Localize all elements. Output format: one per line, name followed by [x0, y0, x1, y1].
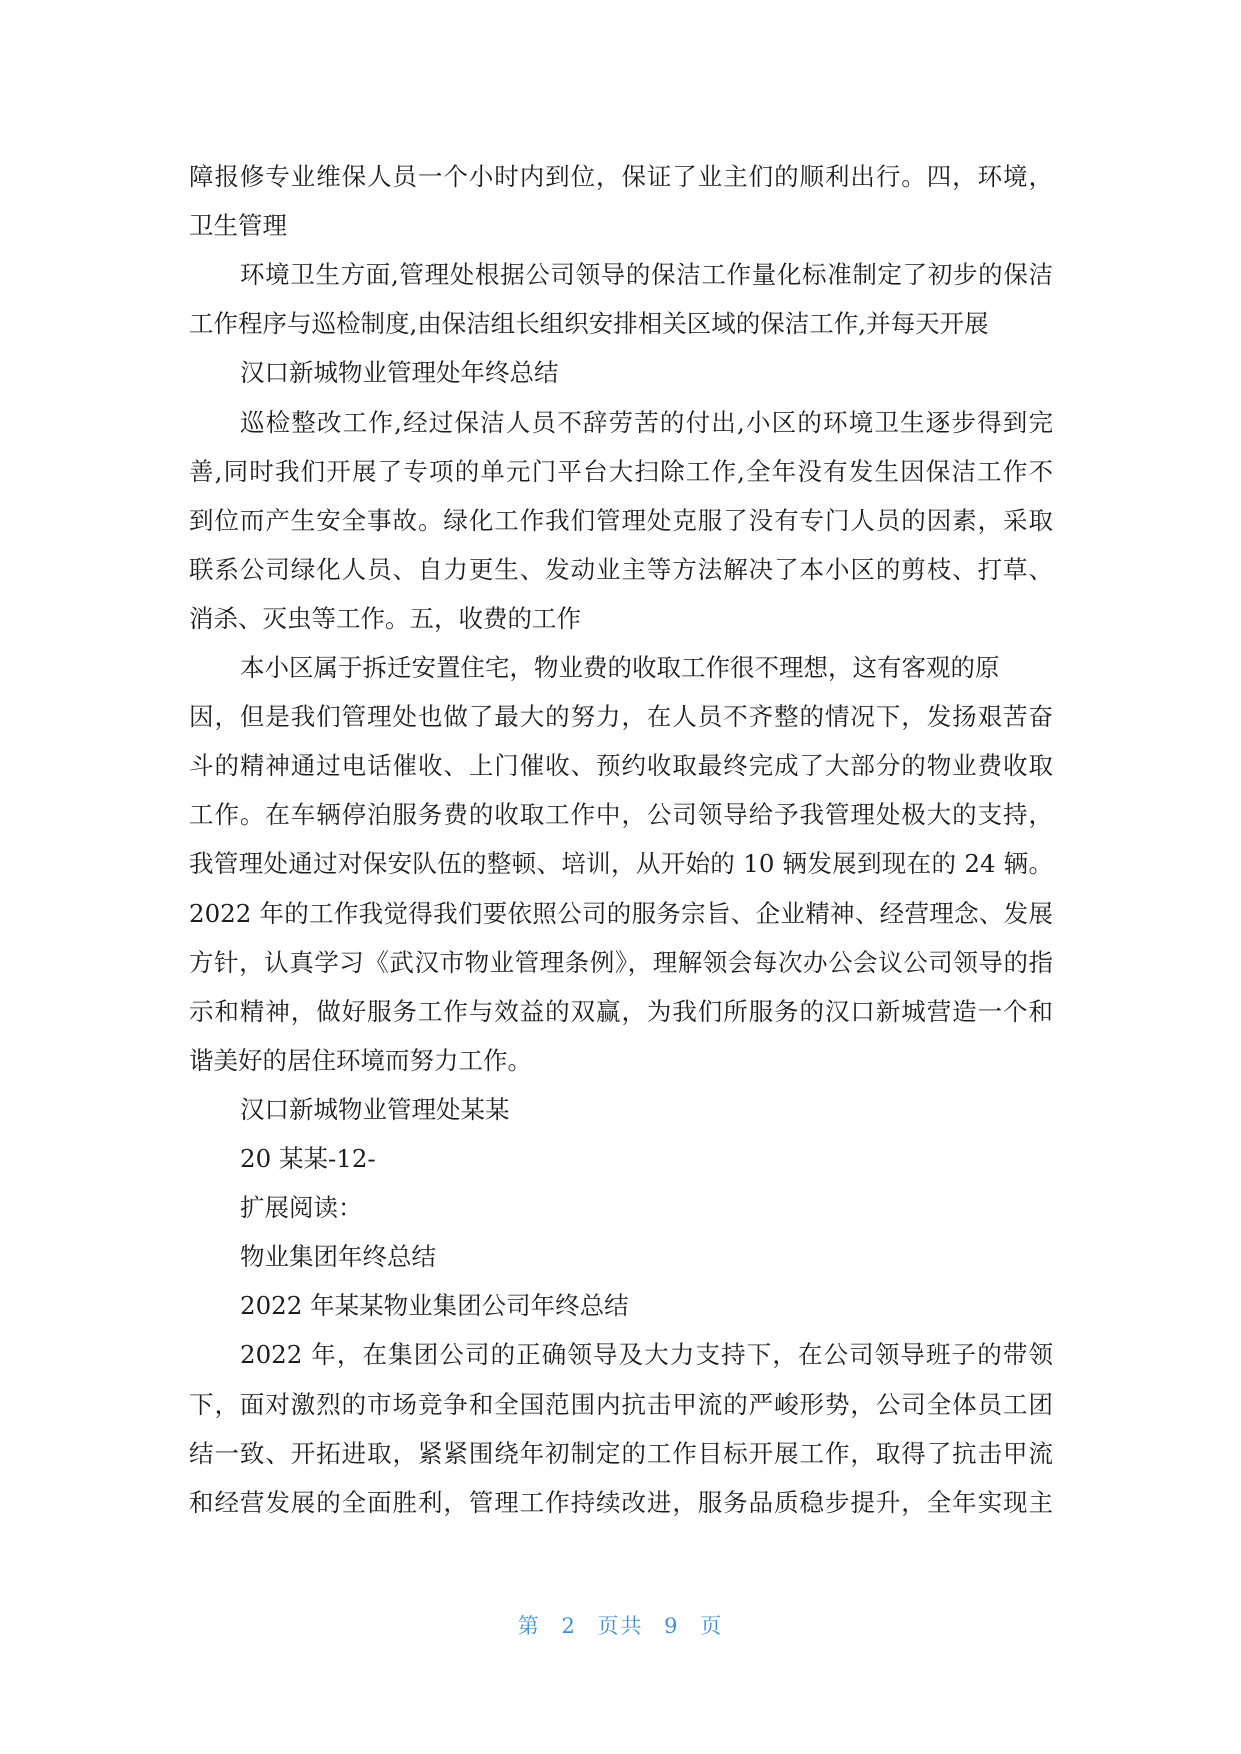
paragraph-start-line: 本小区属于拆迁安置住宅，物业费的收取工作很不理想，这有客观的原	[240, 653, 1000, 682]
body-text-line: 结一致、开拓进取，紧紧围绕年初制定的工作目标开展工作，取得了抗击甲流	[189, 1439, 1053, 1468]
body-text-line: 联系公司绿化人员、自力更生、发动业主等方法解决了本小区的剪枝、打草、	[189, 555, 1053, 584]
body-text-line: 我管理处通过对保安队伍的整顿、培训，从开始的 10 辆发展到现在的 24 辆。	[189, 849, 1053, 878]
extended-reading-label: 扩展阅读：	[240, 1193, 363, 1222]
body-text-line: 示和精神，做好服务工作与效益的双赢，为我们所服务的汉口新城营造一个和	[189, 997, 1053, 1026]
body-text-line: 斗的精神通过电话催收、上门催收、预约收取最终完成了大部分的物业费收取	[189, 751, 1053, 780]
body-text-line: 卫生管理	[189, 211, 287, 240]
paragraph-start-line: 2022 年，在集团公司的正确领导及大力支持下，在公司领导班子的带领	[240, 1340, 1053, 1369]
body-text-line: 和经营发展的全面胜利，管理工作持续改进，服务品质稳步提升，全年实现主	[189, 1488, 1053, 1517]
signature-line: 汉口新城物业管理处某某	[240, 1095, 510, 1124]
section-heading: 物业集团年终总结	[240, 1242, 436, 1271]
paragraph-start-line: 环境卫生方面,管理处根据公司领导的保洁工作量化标准制定了初步的保洁	[240, 260, 1053, 289]
section-heading: 汉口新城物业管理处年终总结	[240, 358, 559, 387]
body-text-line: 工作。在车辆停泊服务费的收取工作中，公司领导给予我管理处极大的支持，	[189, 800, 1053, 829]
body-text-line: 因，但是我们管理处也做了最大的努力，在人员不齐整的情况下，发扬艰苦奋	[189, 702, 1053, 731]
date-line: 20 某某-12-	[240, 1144, 376, 1173]
body-text-line: 谐美好的居住环境而努力工作。	[189, 1046, 532, 1075]
body-text-line: 方针，认真学习《武汉市物业管理条例》，理解领会每次办公会议公司领导的指	[189, 948, 1053, 977]
body-text-line: 到位而产生安全事故。绿化工作我们管理处克服了没有专门人员的因素，采取	[189, 506, 1053, 535]
body-text-line: 善,同时我们开展了专项的单元门平台大扫除工作,全年没有发生因保洁工作不	[189, 457, 1053, 486]
paragraph-start-line: 巡检整改工作,经过保洁人员不辞劳苦的付出,小区的环境卫生逐步得到完	[240, 408, 1053, 437]
section-heading: 2022 年某某物业集团公司年终总结	[240, 1291, 629, 1320]
page-number-footer: 第 2 页共 9 页	[517, 1614, 724, 1638]
body-text-line: 下，面对激烈的市场竞争和全国范围内抗击甲流的严峻形势，公司全体员工团	[189, 1390, 1053, 1419]
body-text-line: 消杀、灭虫等工作。五，收费的工作	[189, 604, 581, 633]
body-text-line: 工作程序与巡检制度,由保洁组长组织安排相关区域的保洁工作,并每天开展	[189, 309, 989, 338]
body-text-line: 障报修专业维保人员一个小时内到位，保证了业主们的顺利出行。四，环境，	[189, 162, 1053, 191]
body-text-line: 2022 年的工作我觉得我们要依照公司的服务宗旨、企业精神、经营理念、发展	[189, 899, 1053, 928]
